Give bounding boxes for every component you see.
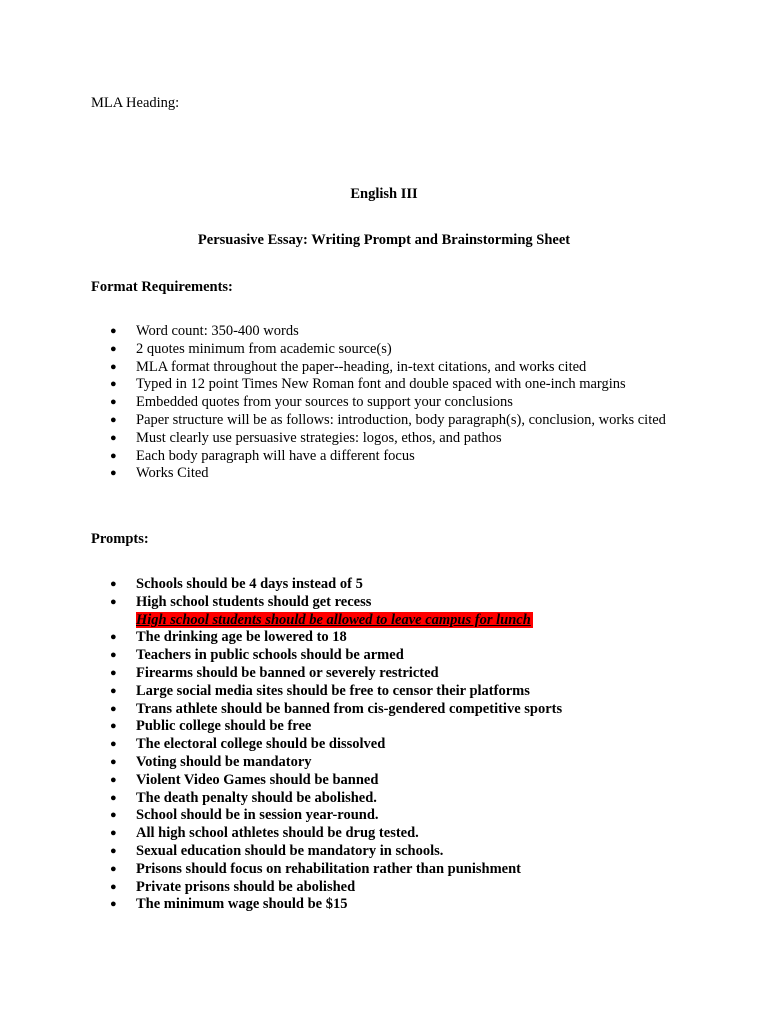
- mla-heading: MLA Heading:: [91, 95, 180, 111]
- list-item: ● 2 quotes minimum from academic source(s): [110, 340, 392, 357]
- list-item: ● Prisons should focus on rehabilitation rather than punishment: [110, 860, 522, 877]
- list-item: ● Violent Video Games should be banned: [110, 771, 379, 788]
- list-item: ● The electoral college should be dissolved: [110, 736, 386, 753]
- list-item: ● Each body paragraph will have a different focus: [110, 447, 415, 464]
- bullet-icon: ●: [110, 880, 117, 893]
- list-item: ● MLA format throughout the paper--heading, in-text citations, and works cited: [110, 358, 587, 375]
- bullet-icon: ●: [110, 684, 117, 697]
- bullet-icon: ●: [110, 595, 117, 608]
- list-item: ● Word count: 350-400 words: [110, 323, 299, 339]
- list-item: ● Typed in 12 point Times New Roman font and double spaced with one-inch margins: [110, 376, 626, 393]
- list-item: ● Public college should be free: [110, 718, 312, 735]
- prompts-heading: Prompts:: [91, 531, 149, 547]
- bullet-icon: ●: [110, 862, 117, 875]
- bullet-icon: ●: [110, 578, 117, 590]
- highlighted-prompt: High school students should be allowed to leave campus for lunch: [136, 611, 531, 628]
- list-item: ● Large social media sites should be free to censor their platforms: [110, 682, 530, 699]
- list-item: ● Voting should be mandatory: [110, 753, 312, 770]
- bullet-icon: ●: [110, 720, 117, 733]
- list-item: ● The drinking age be lowered to 18: [110, 629, 347, 646]
- bullet-icon: ●: [110, 342, 117, 355]
- list-item: ● The minimum wage should be $15: [110, 896, 348, 913]
- bullet-icon: ●: [110, 755, 117, 768]
- bullet-icon: ●: [110, 360, 117, 373]
- list-item: ● High school students should get recess High school students should be allowed to leave campus for lunch: [110, 593, 531, 628]
- assignment-title: Persuasive Essay: Writing Prompt and Brainstorming Sheet: [197, 232, 571, 248]
- list-item: ● Schools should be 4 days instead of 5: [110, 576, 363, 592]
- bullet-icon: ●: [110, 738, 117, 751]
- bullet-icon: ●: [110, 631, 117, 644]
- list-item: ● All high school athletes should be drug tested.: [110, 825, 419, 842]
- list-item: ● School should be in session year-round.: [110, 807, 379, 824]
- bullet-icon: ●: [110, 449, 117, 462]
- bullet-icon: ●: [110, 844, 117, 857]
- prompts-list: [0, 576, 768, 914]
- list-item: ● Works Cited: [110, 465, 209, 482]
- list-item: ● The death penalty should be abolished.: [110, 789, 377, 806]
- bullet-icon: ●: [110, 649, 117, 662]
- bullet-icon: ●: [110, 666, 117, 679]
- list-item: ● Embedded quotes from your sources to support your conclusions: [110, 394, 513, 411]
- list-item: ● Sexual education should be mandatory in schools.: [110, 842, 444, 859]
- bullet-icon: ●: [110, 898, 117, 911]
- list-item: ● Trans athlete should be banned from cis-gendered competitive sports: [110, 700, 563, 717]
- bullet-icon: ●: [110, 773, 117, 786]
- list-item: ● Firearms should be banned or severely restricted: [110, 664, 439, 681]
- course-title: English III: [350, 186, 418, 202]
- bullet-icon: ●: [110, 431, 117, 444]
- bullet-icon: ●: [110, 467, 117, 480]
- bullet-icon: ●: [110, 378, 117, 391]
- bullet-icon: ●: [110, 827, 117, 840]
- list-item: ● Paper structure will be as follows: introduction, body paragraph(s), conclusion, works cited: [110, 411, 666, 428]
- list-item: ● Must clearly use persuasive strategies: logos, ethos, and pathos: [110, 429, 502, 446]
- list-item: ● Teachers in public schools should be armed: [110, 647, 404, 664]
- bullet-icon: ●: [110, 325, 117, 337]
- bullet-icon: ●: [110, 809, 117, 822]
- format-requirements-list: [0, 323, 768, 483]
- list-item: ● Private prisons should be abolished: [110, 878, 356, 895]
- bullet-icon: ●: [110, 791, 117, 804]
- bullet-icon: ●: [110, 413, 117, 426]
- format-requirements-heading: Format Requirements:: [91, 279, 233, 295]
- bullet-icon: ●: [110, 702, 117, 715]
- bullet-icon: ●: [110, 396, 117, 409]
